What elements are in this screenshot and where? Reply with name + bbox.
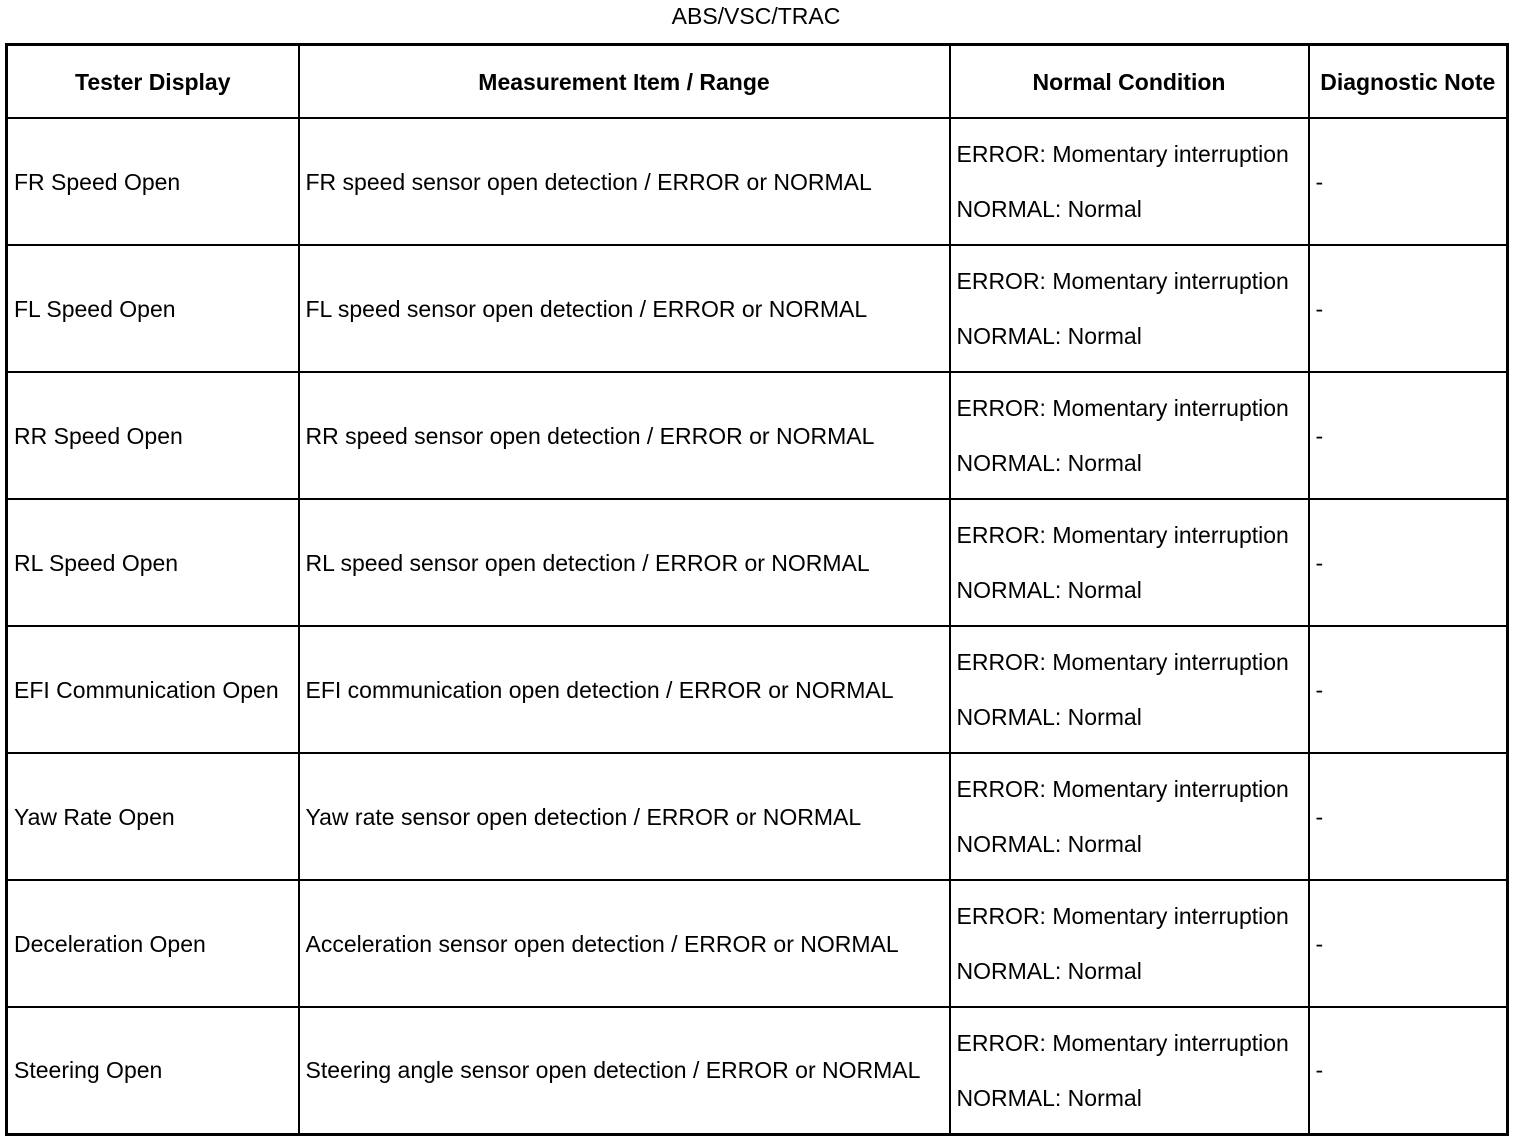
condition-normal-text: NORMAL: Normal [956, 577, 1142, 603]
cell-tester-display: Steering Open [7, 1007, 299, 1134]
cell-measurement: Yaw rate sensor open detection / ERROR or NORMAL [299, 753, 950, 880]
data-list-table [5, 43, 1509, 1136]
cell-measurement: RR speed sensor open detection / ERROR or NORMAL [299, 372, 950, 499]
cell-normal-condition [950, 499, 1309, 626]
cell-diagnostic-note: - [1309, 499, 1508, 626]
condition-normal-text: NORMAL: Normal [956, 958, 1142, 984]
header-diagnostic-note: Diagnostic Note [1309, 45, 1508, 119]
cell-tester-display: RL Speed Open [7, 499, 299, 626]
condition-error-text: ERROR: Momentary interruption [956, 141, 1289, 167]
cell-diagnostic-note: - [1309, 880, 1508, 1007]
condition-normal-text: NORMAL: Normal [956, 450, 1142, 476]
table-row [7, 372, 1508, 499]
cell-tester-display: FL Speed Open [7, 245, 299, 372]
cell-normal-condition [950, 245, 1309, 372]
table-row [7, 880, 1508, 1007]
condition-error-text: ERROR: Momentary interruption [956, 649, 1289, 675]
condition-normal-text: NORMAL: Normal [956, 704, 1142, 730]
table-row [7, 753, 1508, 880]
condition-error-text: ERROR: Momentary interruption [956, 522, 1289, 548]
cell-normal-condition [950, 118, 1309, 245]
condition-normal-text: NORMAL: Normal [956, 323, 1142, 349]
cell-tester-display: RR Speed Open [7, 372, 299, 499]
condition-normal-text: NORMAL: Normal [956, 196, 1142, 222]
condition-error-text: ERROR: Momentary interruption [956, 395, 1289, 421]
cell-tester-display: FR Speed Open [7, 118, 299, 245]
condition-normal-text: NORMAL: Normal [956, 1084, 1142, 1111]
header-normal-condition: Normal Condition [950, 45, 1309, 119]
cell-diagnostic-note: - [1309, 1007, 1508, 1134]
table-row [7, 118, 1508, 245]
cell-measurement: FL speed sensor open detection / ERROR or NORMAL [299, 245, 950, 372]
cell-diagnostic-note: - [1309, 626, 1508, 753]
cell-normal-condition [950, 753, 1309, 880]
cell-measurement: Acceleration sensor open detection / ERROR or NORMAL [299, 880, 950, 1007]
condition-error-text: ERROR: Momentary interruption [956, 268, 1289, 294]
cell-normal-condition [950, 372, 1309, 499]
header-tester-display: Tester Display [7, 45, 299, 119]
condition-normal-text: NORMAL: Normal [956, 831, 1142, 857]
table-row [7, 499, 1508, 626]
table-row [7, 245, 1508, 372]
cell-tester-display: Yaw Rate Open [7, 753, 299, 880]
cell-measurement: EFI communication open detection / ERROR or NORMAL [299, 626, 950, 753]
cell-diagnostic-note: - [1309, 372, 1508, 499]
page-title: ABS/VSC/TRAC [671, 3, 841, 29]
condition-error-text: ERROR: Momentary interruption [956, 776, 1289, 802]
condition-error-text: ERROR: Momentary interruption [956, 1029, 1289, 1056]
table-header-row [7, 45, 1508, 119]
cell-diagnostic-note: - [1309, 245, 1508, 372]
cell-measurement: Steering angle sensor open detection / ERROR or NORMAL [299, 1007, 950, 1134]
table-row [7, 626, 1508, 753]
cell-measurement: RL speed sensor open detection / ERROR or NORMAL [299, 499, 950, 626]
cell-diagnostic-note: - [1309, 753, 1508, 880]
cell-normal-condition [950, 880, 1309, 1007]
cell-diagnostic-note: - [1309, 118, 1508, 245]
cell-normal-condition [950, 1007, 1309, 1134]
table-row [7, 1007, 1508, 1134]
cell-measurement: FR speed sensor open detection / ERROR or NORMAL [299, 118, 950, 245]
header-measurement: Measurement Item / Range [299, 45, 950, 119]
condition-error-text: ERROR: Momentary interruption [956, 903, 1289, 929]
cell-tester-display: EFI Communication Open [7, 626, 299, 753]
cell-tester-display: Deceleration Open [7, 880, 299, 1007]
cell-normal-condition [950, 626, 1309, 753]
